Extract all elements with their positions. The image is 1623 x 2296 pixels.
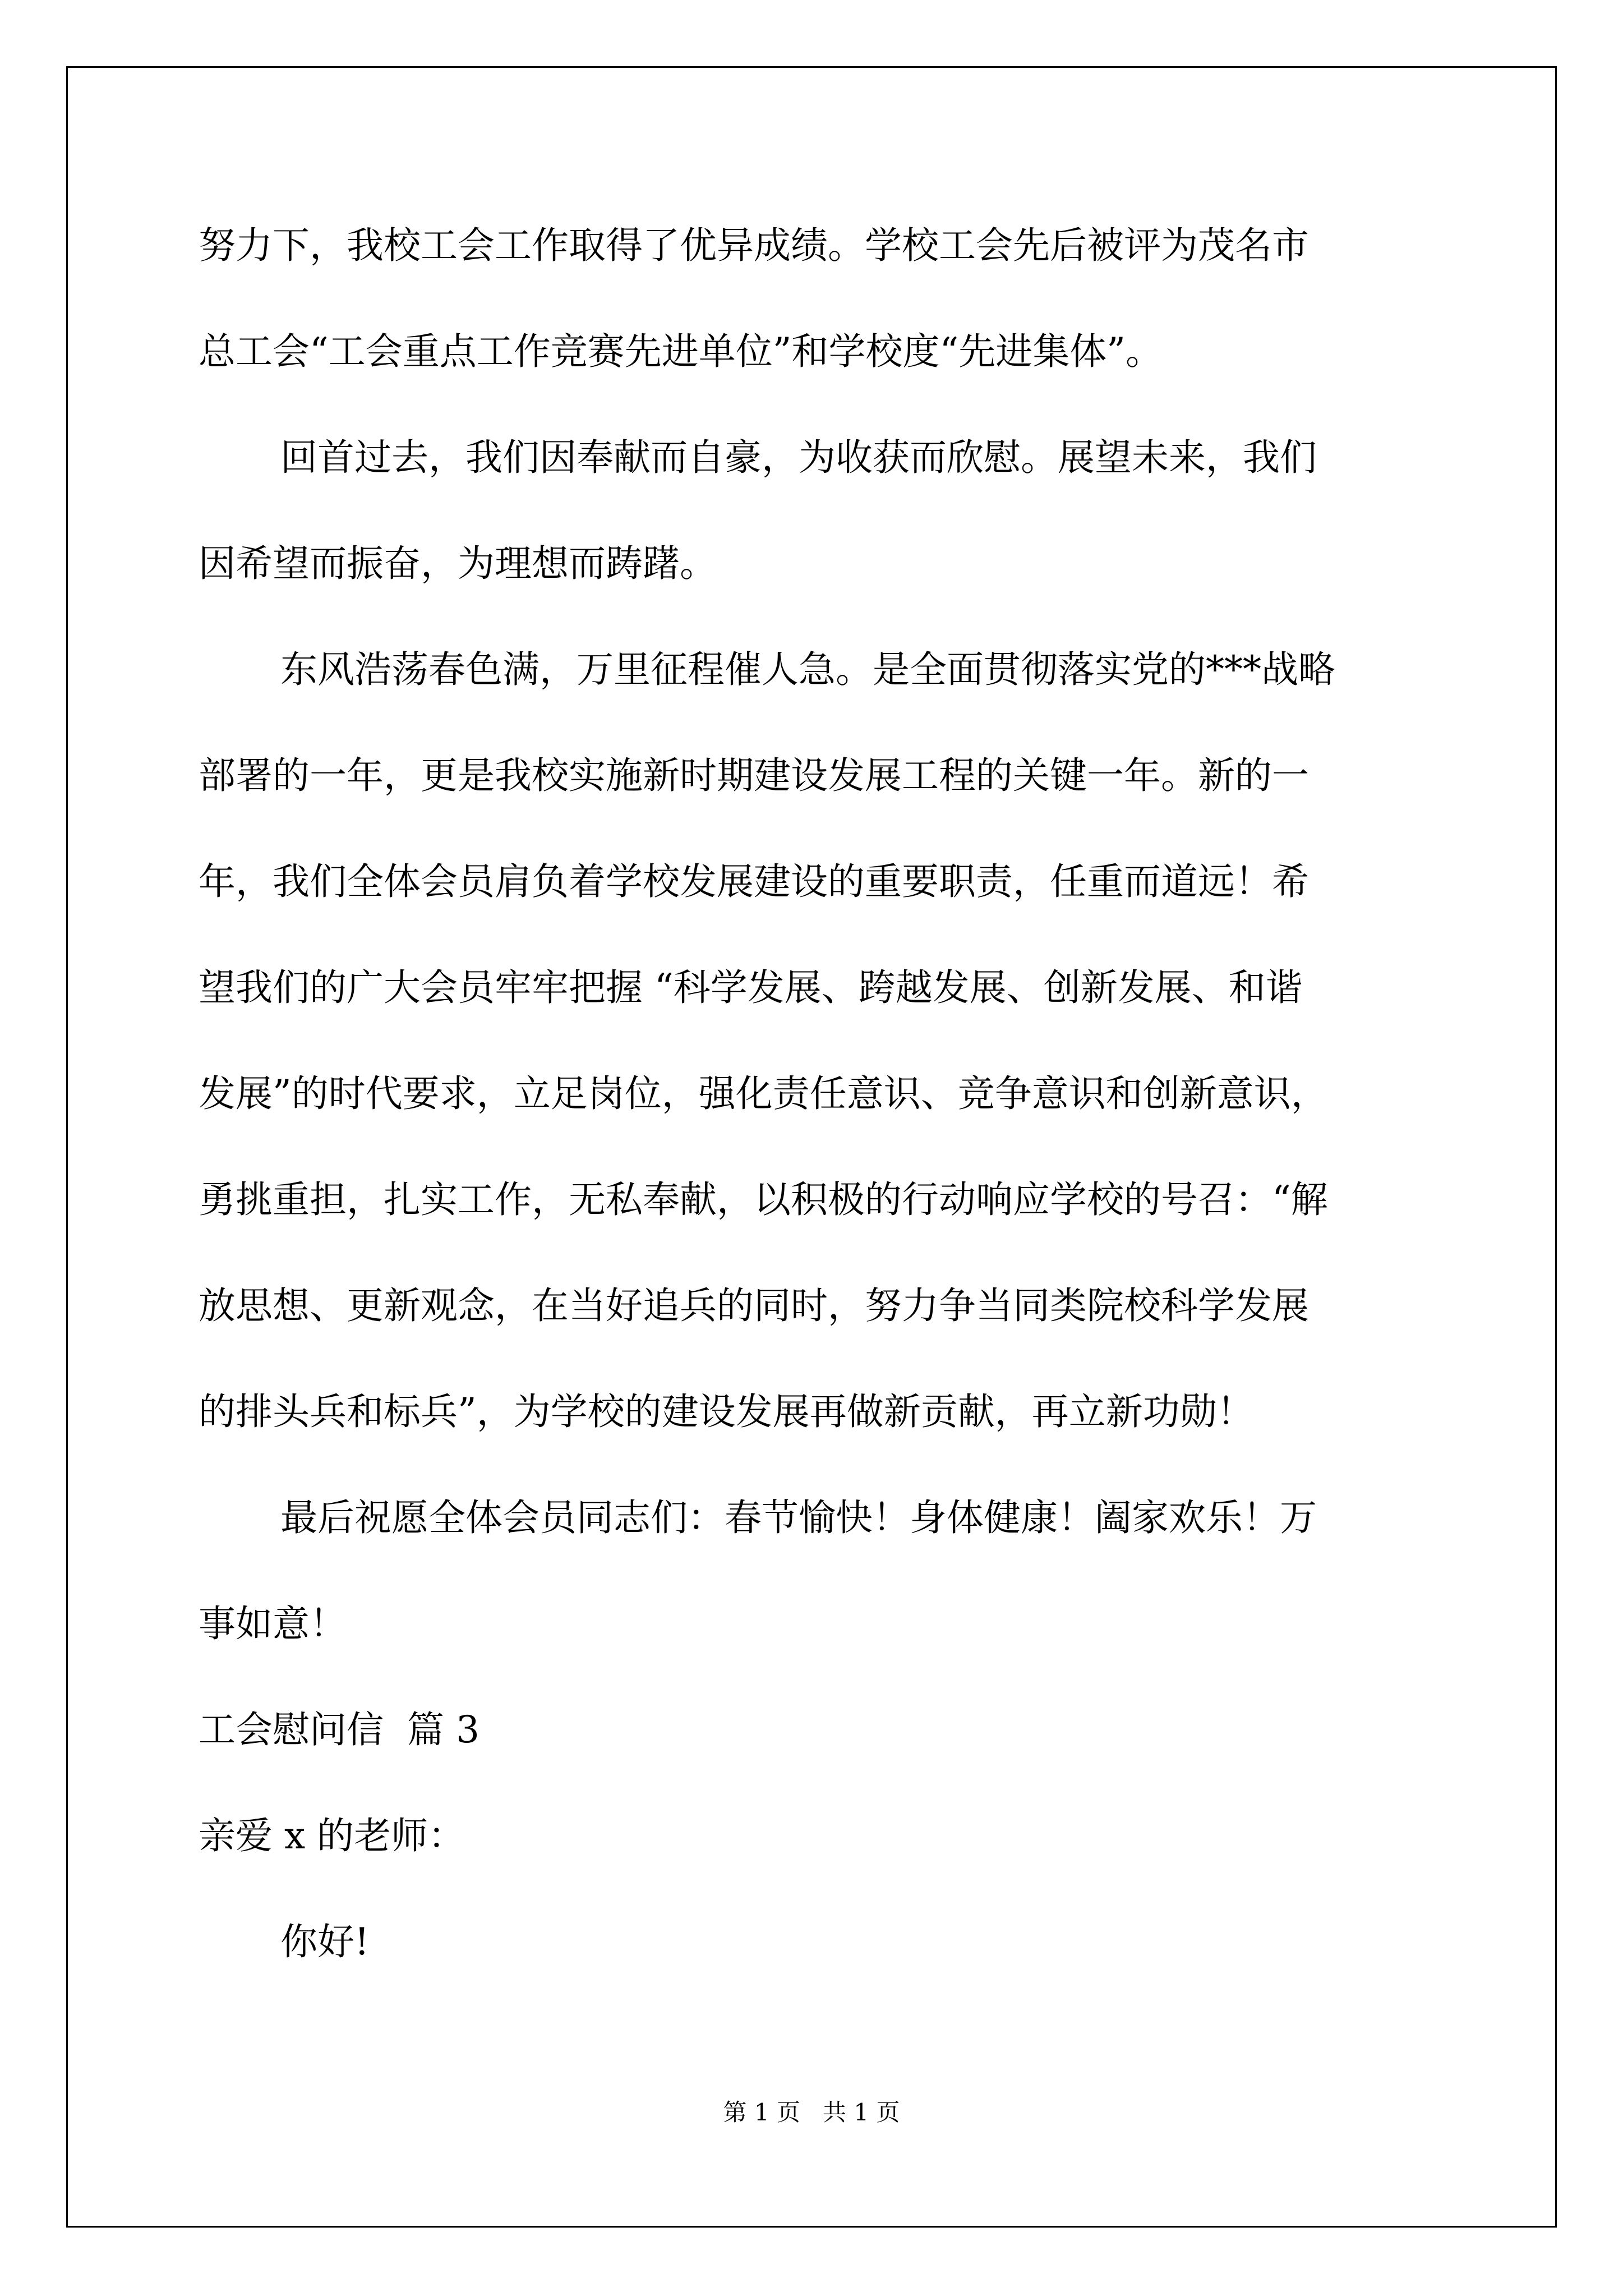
paragraph-line: 努力下，我校工会工作取得了优异成绩。学校工会先后被评为茂名市 — [199, 224, 1309, 267]
paragraph-line: 总工会“工会重点工作竞赛先进单位”和学校度“先进集体”。 — [199, 330, 1163, 373]
paragraph-line: 因希望而振奋，为理想而踌躇。 — [199, 542, 717, 585]
paragraph-line: 望我们的广大会员牢牢把握 “科学发展、跨越发展、创新发展、和谐 — [199, 966, 1303, 1009]
paragraph-line: 事如意！ — [199, 1602, 347, 1645]
paragraph-line: 年，我们全体会员肩负着学校发展建设的重要职责，任重而道远！希 — [199, 860, 1309, 903]
greeting: 你好! — [280, 1920, 370, 1963]
paragraph-line: 回首过去，我们因奉献而自豪，为收获而欣慰。展望未来，我们 — [280, 436, 1317, 479]
salutation: 亲爱 x 的老师： — [199, 1814, 465, 1857]
paragraph-line: 最后祝愿全体会员同志们：春节愉快！身体健康！阖家欢乐！万 — [280, 1496, 1317, 1539]
paragraph-line: 部署的一年，更是我校实施新时期建设发展工程的关键一年。新的一 — [199, 754, 1309, 797]
section-title: 工会慰问信 篇 3 — [199, 1708, 479, 1751]
paragraph-line: 的排头兵和标兵”，为学校的建设发展再做新贡献，再立新功勋！ — [199, 1390, 1254, 1433]
paragraph-line: 勇挑重担，扎实工作，无私奉献，以积极的行动响应学校的号召：“解 — [199, 1178, 1328, 1221]
paragraph-line: 发展”的时代要求，立足岗位，强化责任意识、竞争意识和创新意识， — [199, 1072, 1328, 1115]
page-border — [66, 66, 1557, 2228]
paragraph-line: 放思想、更新观念，在当好追兵的同时，努力争当同类院校科学发展 — [199, 1284, 1309, 1327]
page-number-footer: 第 1 页 共 1 页 — [723, 2099, 900, 2126]
paragraph-line: 东风浩荡春色满，万里征程催人急。是全面贯彻落实党的***战略 — [280, 648, 1335, 691]
